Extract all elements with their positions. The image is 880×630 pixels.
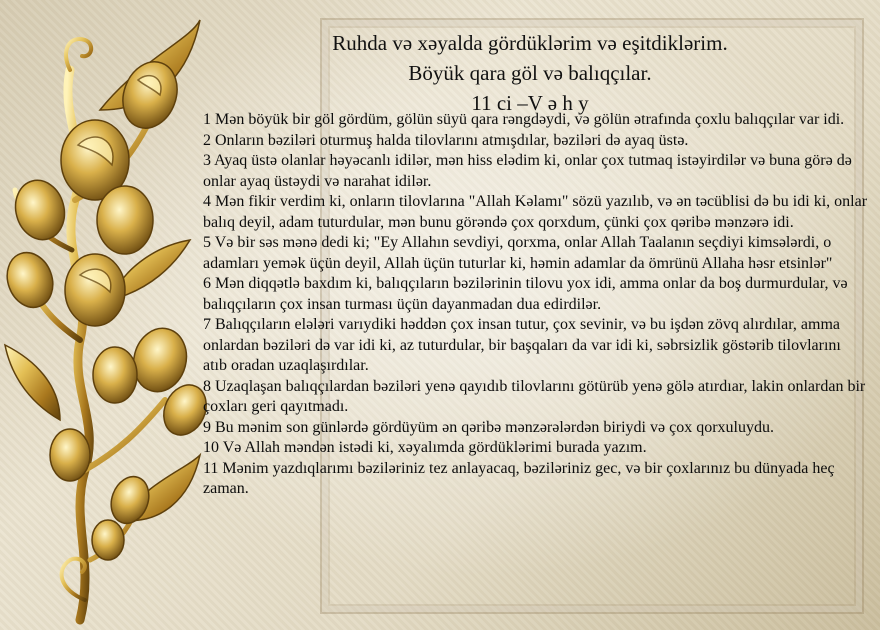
- document-heading: [210, 28, 850, 118]
- revelation-number: 11 ci –V ə h y: [471, 91, 589, 115]
- verse-3: 3 Ayaq üstə olanlar həyəcanlı idilər, mən hiss elədim ki, onlar çox tutmaq istəyirdilər və buna görə də onlar ayaq üstəydi və narahat idilər.: [203, 152, 852, 190]
- verse-11: 11 Mənim yazdıqlarımı bəziləriniz tez anlayacaq, bəziləriniz gec, və bir çoxlarınız bu dünyada heç zaman.: [203, 459, 835, 497]
- golden-rose-ornament-icon: [0, 0, 215, 630]
- verse-4: 4 Mən fikir verdim ki, onların tilovlarına "Allah Kəlamı" sözü yazılıb, və ən təcüblisi də bu idi ki, onlar balıq deyil, adam tuturdular, mən bunu görəndə çox qorxdum, çünki çox qəribə mənzərə idi.: [203, 193, 868, 231]
- verse-2: 2 Onların bəziləri oturmuş halda tilovlarını atmışdılar, bəziləri də ayaq üstə.: [203, 131, 689, 149]
- verses-list: [203, 110, 868, 500]
- verse-9: 9 Bu mənim son günlərdə gördüyüm ən qəribə mənzərələrdən biriydi və çox qorxuluydu.: [203, 418, 774, 436]
- verse-6: 6 Mən diqqətlə baxdım ki, balıqçıların bəzilərinin tilovu yox idi, amma onlar da boş durmurdular, və balıqçıların çox insan turması üçün dayanmadan dua edirdilər.: [203, 275, 848, 313]
- verse-1: 1 Mən böyük bir göl gördüm, gölün süyü qara rəngdəydi, və gölün ətrafında çoxlu balıqçılar var idi.: [203, 111, 845, 128]
- page-title: Ruhda və xəyalda gördüklərim və eşitdiklərim.: [332, 31, 728, 55]
- verse-10: 10 Və Allah məndən istədi ki, xəyalımda gördüklərimi burada yazım.: [203, 439, 647, 456]
- verse-8: 8 Uzaqlaşan balıqçılardan bəziləri yenə qayıdıb tilovlarını götürüb yenə gölə atırdıar, lakin onlardan bir çoxları geri qayıtmadı.: [203, 377, 866, 415]
- page-subtitle: Böyük qara göl və balıqçılar.: [408, 61, 652, 85]
- verse-5: 5 Və bir səs mənə dedi ki; "Ey Allahın sevdiyi, qorxma, onlar Allah Taalanın seçdiyi kimsələrdi, o adamları yemək üçün deyil, Allah üçün tuturlar ki, həmin adamlar da ömrünü Allaha həsr etsinlər": [203, 234, 833, 272]
- verse-7: 7 Balıqçıların eləlәri varıydiki həddən çox insan tutur, çox sevinir, və bu işdən zövq alırdılar, amma onlardan bəziləri də var idi ki, az tuturdular, bir başqaları da var idi ki, səbrsizlik göstərib tilovlarını atıb oradan uzaqlaşırdılar.: [203, 316, 841, 374]
